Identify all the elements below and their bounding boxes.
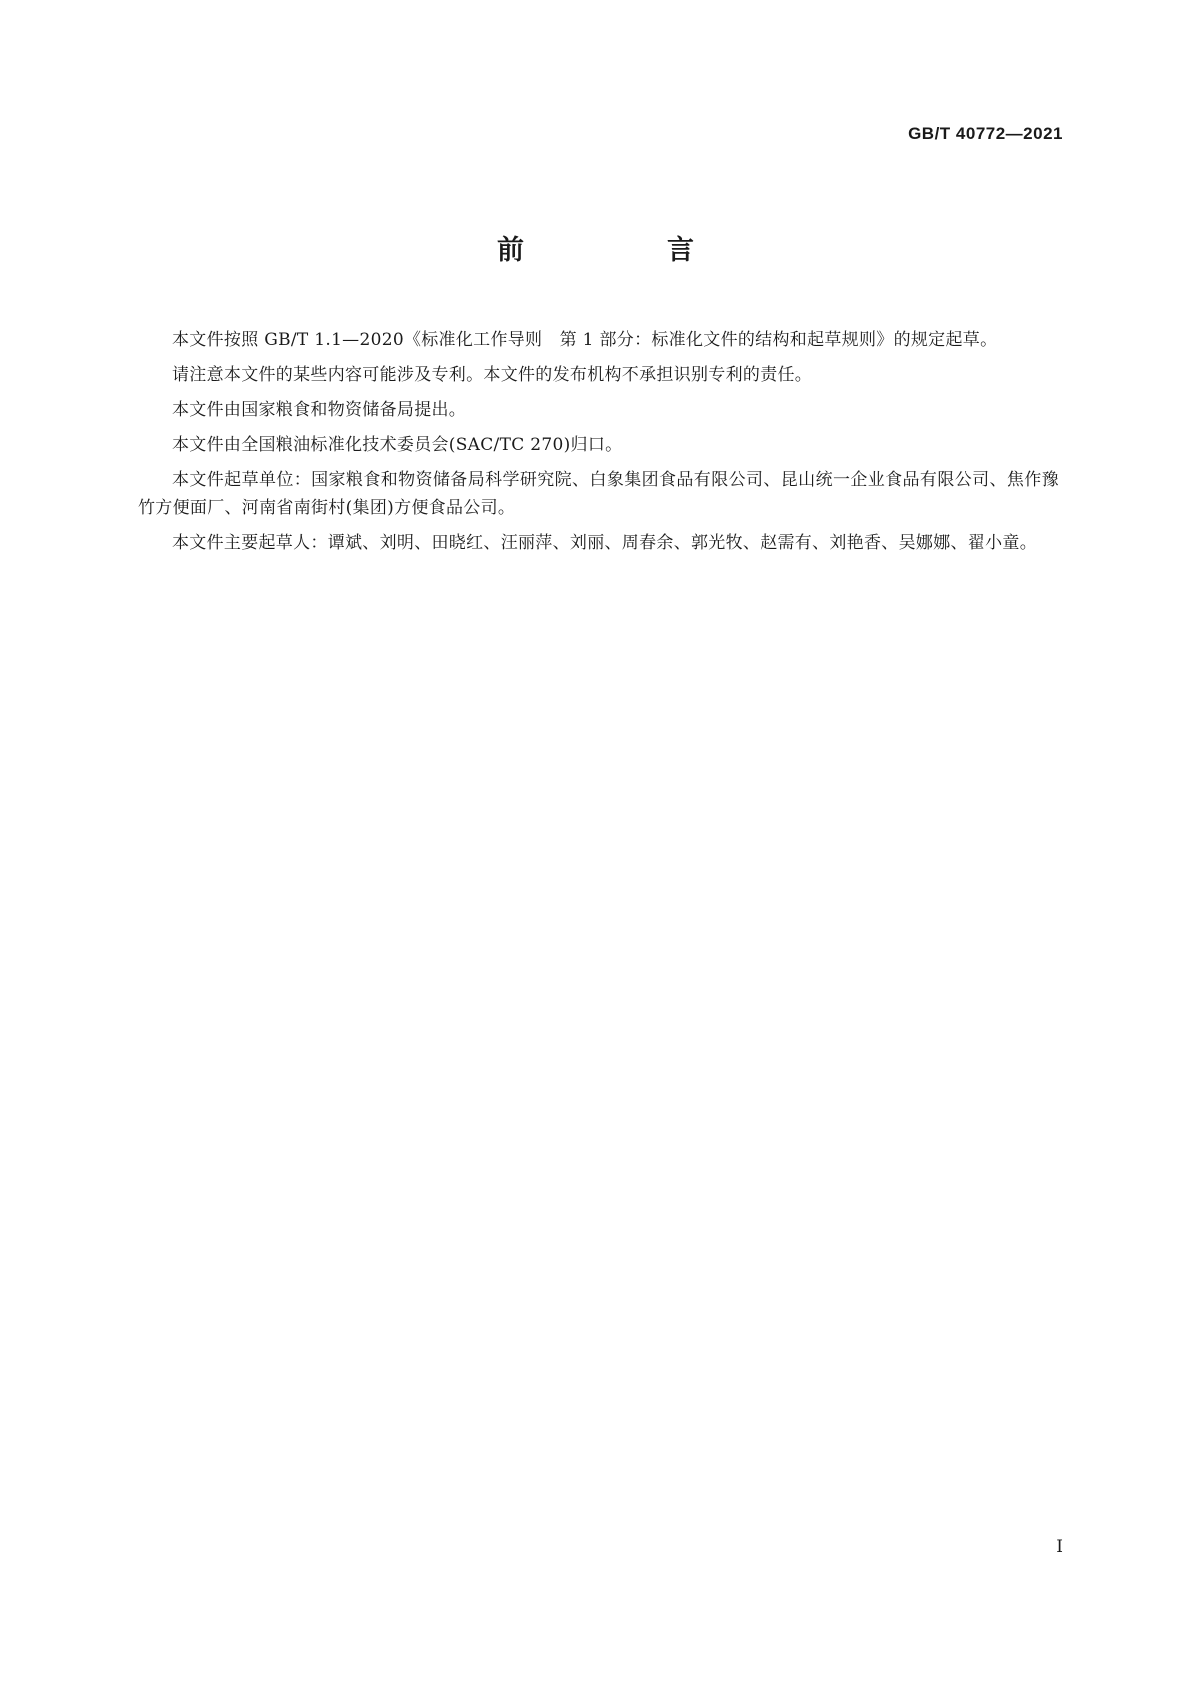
preface-body [138,326,1059,564]
paragraph-proposer: 本文件由国家粮食和物资储备局提出。 [172,400,467,420]
paragraph-drafting-rules: 本文件按照 GB/T 1.1—2020《标准化工作导则 第 1 部分：标准化文件的结构和起草规则》的规定起草。 [172,330,998,350]
page-number: I [1056,1537,1063,1557]
page-title: 前 言 [497,235,752,266]
paragraph-technical-committee: 本文件由全国粮油标准化技术委员会(SAC/TC 270)归口。 [172,435,623,455]
page-header-standard-code: GB/T 40772—2021 [908,124,1063,143]
paragraph-patent-notice: 请注意本文件的某些内容可能涉及专利。本文件的发布机构不承担识别专利的责任。 [172,365,813,385]
paragraph-drafters: 本文件主要起草人：谭斌、刘明、田晓红、汪丽萍、刘丽、周春余、郭光牧、赵需有、刘艳香、吴娜娜、翟小童。 [172,533,1037,553]
paragraph-drafting-units: 本文件起草单位：国家粮食和物资储备局科学研究院、白象集团食品有限公司、昆山统一企业食品有限公司、焦作豫竹方便面厂、河南省南街村(集团)方便食品公司。 [138,470,1059,518]
